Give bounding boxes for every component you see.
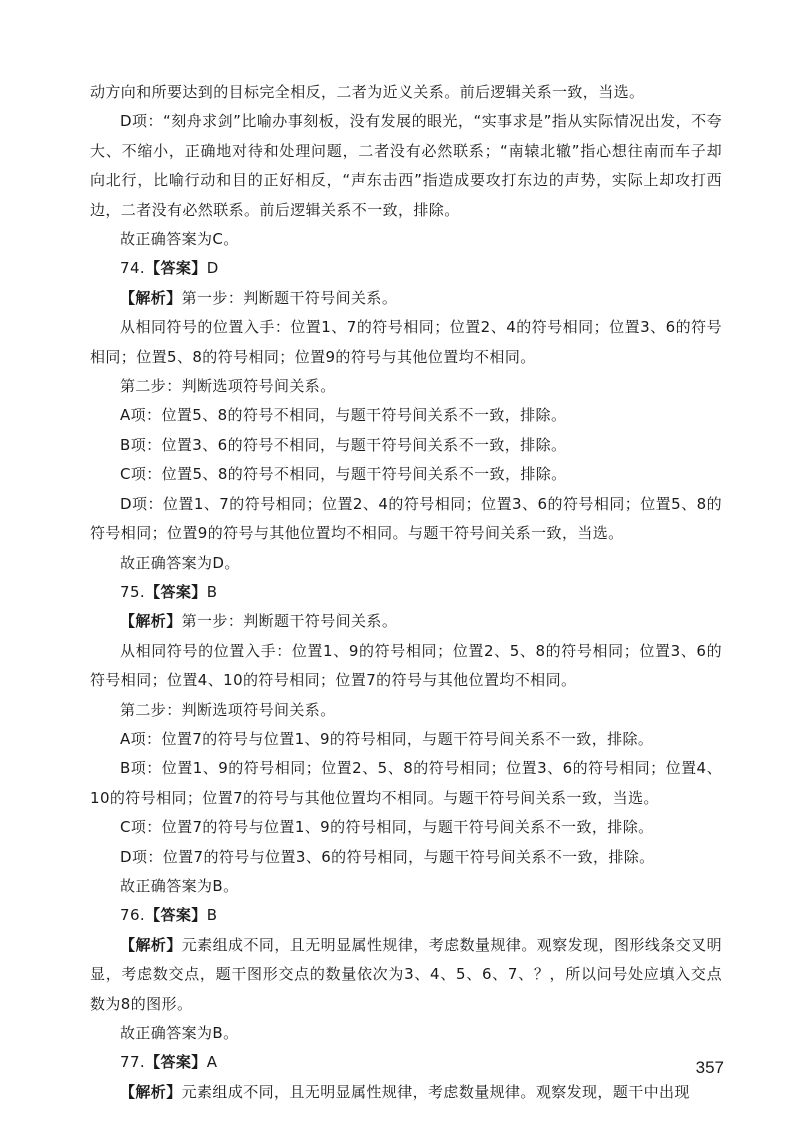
q77-analysis: 【解析】元素组成不同，且无明显属性规律，考虑数量规律。观察发现，题干中出现 xyxy=(120,1082,690,1101)
q75-option-a: A项：位置7的符号与位置1、9的符号相同，与题干符号间关系不一致，排除。 xyxy=(120,729,654,748)
q74-number: 74. xyxy=(120,259,146,278)
q74-answer-tag: 【答案】 xyxy=(145,259,207,278)
q74-option-b: B项：位置3、6的符号不相同，与题干符号间关系不一致，排除。 xyxy=(120,435,567,454)
page-number: 357 xyxy=(695,1058,724,1077)
q74-option-c: C项：位置5、8的符号不相同，与题干符号间关系不一致，排除。 xyxy=(120,465,567,484)
option-d-paragraph: D项：“刻舟求剑”比喻办事刻板，没有发展的眼光，“实事求是”指从实际情况出发，不夸大、不缩小，正确地对待和处理问题，二者没有必然联系；“南辕北辙”指心想往南而车子却向北行，比喻行动和目的正好相反，“声东击西”指造成要攻打东边的声势，实际上却攻打西边，二者没有必然联系。前后逻辑关系不一致，排除。 xyxy=(90,112,722,219)
q75-conclusion: 故正确答案为B。 xyxy=(120,876,239,895)
q74-step: 从相同符号的位置入手：位置1、7的符号相同；位置2、4的符号相同；位置3、6的符号相同；位置5、8的符号相同；位置9的符号与其他位置均不相同。 xyxy=(90,318,722,366)
q75-answer-line xyxy=(90,578,722,607)
q74-option-d: D项：位置1、7的符号相同；位置2、4的符号相同；位置3、6的符号相同；位置5、8的符号相同；位置9的符号与其他位置均不相同。与题干符号间关系一致，当选。 xyxy=(90,494,722,543)
q77-answer-tag: 【答案】 xyxy=(145,1053,207,1072)
q75-option-b: B项：位置1、9的符号相同；位置2、5、8的符号相同；位置3、6的符号相同；位置4、10的符号相同；位置7的符号与其他位置均不相同。与题干符号间关系一致，当选。 xyxy=(90,759,722,807)
paragraph-continued: 动方向和所要达到的目标完全相反，二者为近义关系。前后逻辑关系一致，当选。 xyxy=(90,83,645,101)
q75-option-c: C项：位置7的符号与位置1、9的符号相同，与题干符号间关系不一致，排除。 xyxy=(120,818,654,837)
q76-answer-line xyxy=(90,901,722,930)
q76-answer-value: B xyxy=(206,906,218,925)
q75-step: 第二步：判断选项符号间关系。 xyxy=(120,700,336,719)
q76-number: 76. xyxy=(120,906,146,925)
q74-analysis-tag: 【解析】 xyxy=(120,288,182,307)
q75-answer-value: B xyxy=(206,582,218,601)
page-content xyxy=(90,78,722,1107)
q75-option-d: D项：位置7的符号与位置3、6的符号相同，与题干符号间关系不一致，排除。 xyxy=(120,847,655,866)
q76-answer-tag: 【答案】 xyxy=(145,906,207,925)
q74-answer-value: D xyxy=(206,259,219,278)
q75-answer-tag: 【答案】 xyxy=(145,582,207,601)
q75-number: 75. xyxy=(120,582,146,601)
q76-conclusion: 故正确答案为B。 xyxy=(120,1024,239,1042)
q74-conclusion: 故正确答案为D。 xyxy=(120,553,240,572)
q74-option-a: A项：位置5、8的符号不相同，与题干符号间关系不一致，排除。 xyxy=(120,406,567,425)
q77-answer-line xyxy=(90,1048,722,1077)
q77-number: 77. xyxy=(120,1053,146,1072)
q74-answer-line xyxy=(90,254,722,283)
q75-analysis-step1: 【解析】第一步：判断题干符号间关系。 xyxy=(120,612,398,631)
q75-step: 从相同符号的位置入手：位置1、9的符号相同；位置2、5、8的符号相同；位置3、6的符号相同；位置4、10的符号相同；位置7的符号与其他位置均不相同。 xyxy=(90,641,722,690)
q76-analysis: 【解析】元素组成不同，且无明显属性规律，考虑数量规律。观察发现，图形线条交叉明显，考虑数交点，题干图形交点的数量依次为3、4、5、6、7、？，所以问号处应填入交点数为8的图形。 xyxy=(90,935,722,1013)
conclusion-73: 故正确答案为C。 xyxy=(120,230,239,249)
q76-analysis-tag: 【解析】 xyxy=(120,935,182,954)
q77-analysis-tag: 【解析】 xyxy=(120,1082,182,1101)
q75-analysis-tag: 【解析】 xyxy=(120,612,182,631)
q74-step: 第二步：判断选项符号间关系。 xyxy=(120,377,336,396)
q74-analysis-step1: 【解析】第一步：判断题干符号间关系。 xyxy=(120,288,398,307)
q77-answer-value: A xyxy=(206,1053,218,1072)
